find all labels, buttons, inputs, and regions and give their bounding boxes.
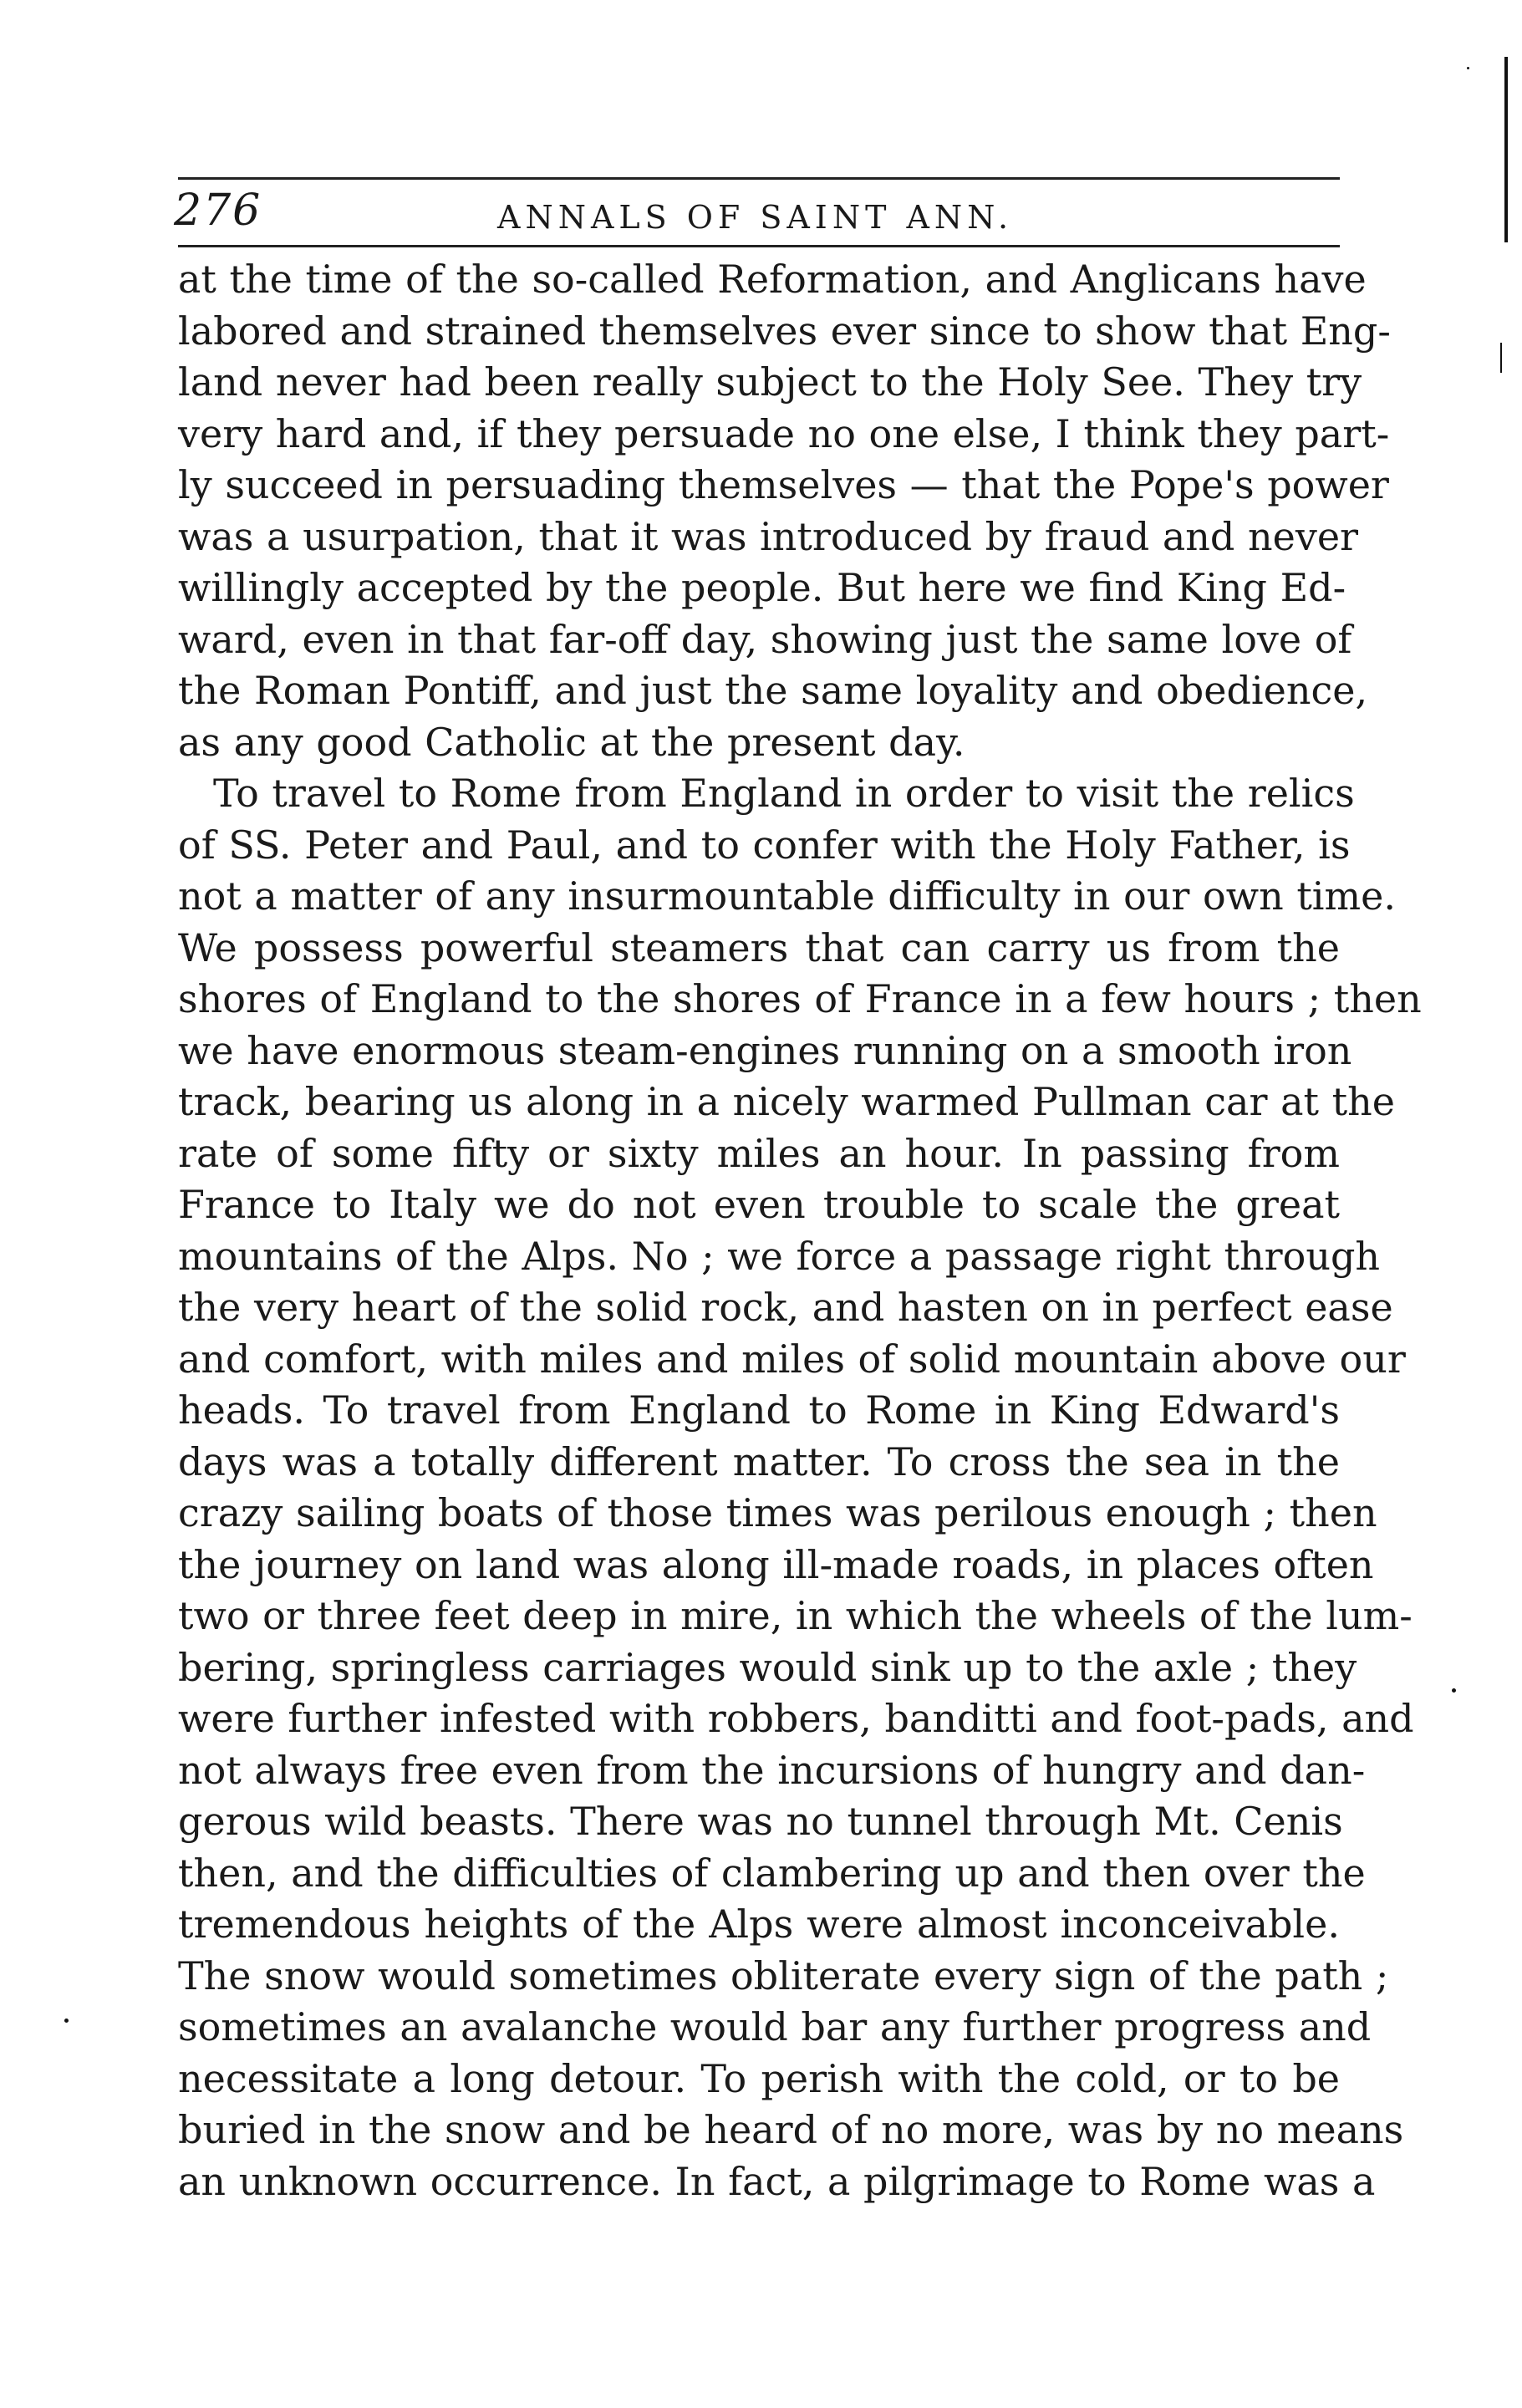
paragraph-end-line: as any good Catholic at the present day. [178,719,965,765]
text-line: crazy sailing boats of those times was perilous enough ; then [178,1490,1377,1535]
body-text [178,254,1422,2207]
text-line: bering, springless carriages would sink up to the axle ; they [178,1644,1357,1690]
text-line: willingly accepted by the people. But here we find King Ed- [178,565,1346,610]
text-line: at the time of the so-called Reformation, and Anglicans have [178,257,1367,302]
text-line: shores of England to the shores of France in a few hours ; then [178,976,1422,1021]
text-line: France to Italy we do not even trouble to scale the great [178,1182,1340,1227]
running-title: ANNALS OF SAINT ANN. [497,199,1014,236]
text-line: track, bearing us along in a nicely warmed Pullman car at the [178,1079,1395,1124]
text-line: the very heart of the solid rock, and hasten on in perfect ease [178,1285,1393,1330]
text-line: not always free even from the incursions of hungry and dan- [178,1747,1366,1793]
text-line: and comfort, with miles and miles of solid mountain above our [178,1336,1406,1382]
text-line: tremendous heights of the Alps were almost inconceivable. [178,1901,1340,1947]
text-line: not a matter of any insurmountable difficulty in our own time. [178,873,1396,919]
text-line: mountains of the Alps. No ; we force a passage right through [178,1233,1381,1279]
text-line: heads. To travel from England to Rome in King Edward's [178,1387,1340,1433]
text-line: labored and strained themselves ever since to show that Eng- [178,308,1391,354]
text-line: of SS. Peter and Paul, and to confer with the Holy Father, is [178,822,1351,868]
scan-edge-mark [1504,57,1508,242]
text-line: very hard and, if they persuade no one else, I think they part- [178,410,1390,456]
text-line: The snow would sometimes obliterate every sign of the path ; [178,1952,1389,1998]
text-line: ly succeed in persuading themselves — that the Pope's power [178,462,1389,507]
page-number: 276 [174,186,262,236]
scan-speck [1500,343,1502,373]
text-line: rate of some fifty or sixty miles an hour. In passing from [178,1130,1340,1176]
scan-speck [64,2019,69,2023]
scan-speck [1452,1688,1456,1693]
text-line: was a usurpation, that it was introduced by fraud and never [178,513,1359,559]
text-line: were further infested with robbers, banditti and foot-pads, and [178,1696,1414,1741]
text-line: necessitate a long detour. To perish with the cold, or to be [178,2055,1340,2101]
header-rule-bottom [178,245,1340,247]
text-line: buried in the snow and be heard of no more, was by no means [178,2107,1404,2152]
text-line: an unknown occurrence. In fact, a pilgrimage to Rome was a [178,2158,1376,2204]
text-line: ward, even in that far-off day, showing just the same love of [178,616,1352,662]
text-line: the journey on land was along ill-made roads, in places often [178,1541,1374,1587]
text-line: we have enormous steam-engines running on a smooth iron [178,1027,1352,1073]
text-line: We possess powerful steamers that can carry us from the [178,924,1340,970]
text-line: days was a totally different matter. To cross the sea in the [178,1438,1340,1484]
text-line: land never had been really subject to the Holy See. They try [178,359,1362,405]
header-rule-top [178,177,1340,180]
text-line: gerous wild beasts. There was no tunnel through Mt. Cenis [178,1799,1343,1844]
scan-speck [1467,67,1469,69]
text-line: the Roman Pontiff, and just the same loyality and obedience, [178,668,1368,713]
text-line: two or three feet deep in mire, in which the wheels of the lum- [178,1593,1413,1638]
text-line: then, and the difficulties of clambering up and then over the [178,1850,1366,1896]
text-line: sometimes an avalanche would bar any further progress and [178,2004,1372,2049]
paragraph-start-line: To travel to Rome from England in order to visit the relics [213,771,1355,816]
